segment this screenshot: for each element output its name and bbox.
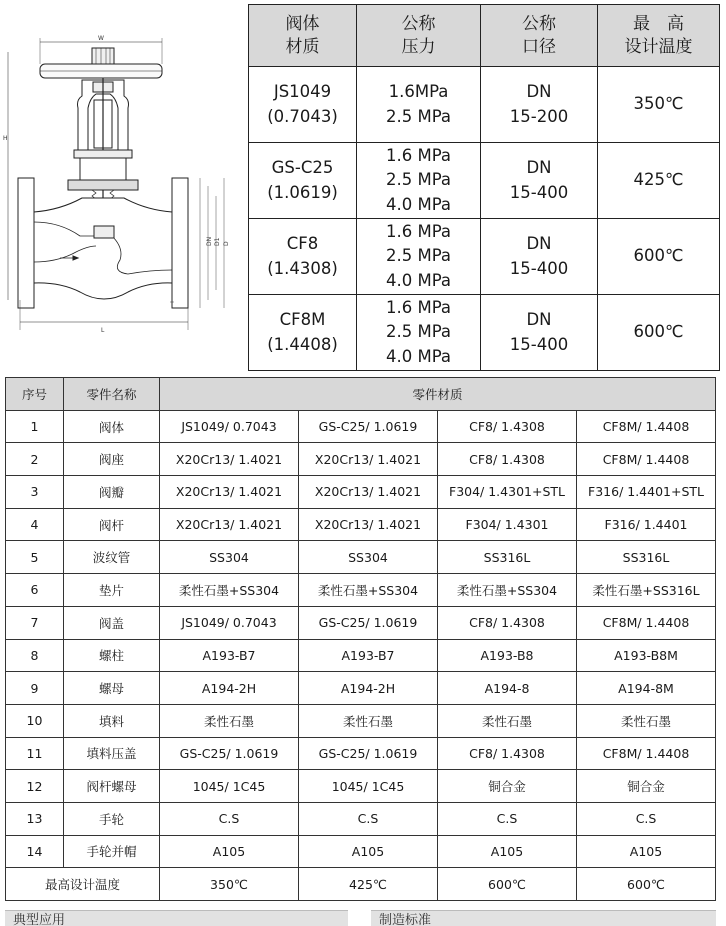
part-material: GS-C25/ 1.0619 xyxy=(299,410,438,443)
part-no: 10 xyxy=(6,704,64,737)
part-material: 铜合金 xyxy=(577,770,716,803)
part-no: 13 xyxy=(6,802,64,835)
parts-header-no: 序号 xyxy=(6,378,64,411)
drawing-label-dn: DN xyxy=(206,236,213,246)
table-row xyxy=(6,410,716,443)
part-no: 7 xyxy=(6,606,64,639)
table-row xyxy=(249,67,720,143)
pressure-temperature-table xyxy=(248,4,720,371)
part-material: 1045/ 1C45 xyxy=(160,770,299,803)
parts-header-row xyxy=(6,378,716,411)
part-material: F316/ 1.4401+STL xyxy=(577,476,716,509)
part-name: 波纹管 xyxy=(64,541,160,574)
pt-temp: 425℃ xyxy=(598,143,720,219)
part-material: A194-8 xyxy=(438,672,577,705)
part-material: 柔性石墨+SS304 xyxy=(438,574,577,607)
part-material: A193-B8 xyxy=(438,639,577,672)
valve-drawing xyxy=(0,0,246,366)
pt-dn: DN 15-200 xyxy=(481,67,598,143)
pt-header-dn: 公称 口径 xyxy=(481,5,598,67)
part-material: 1045/ 1C45 xyxy=(299,770,438,803)
part-no: 12 xyxy=(6,770,64,803)
pt-temp: 600℃ xyxy=(598,295,720,371)
part-no: 2 xyxy=(6,443,64,476)
part-material: A193-B7 xyxy=(299,639,438,672)
part-material: A194-2H xyxy=(299,672,438,705)
part-material: C.S xyxy=(160,802,299,835)
part-material: A193-B7 xyxy=(160,639,299,672)
pt-material: CF8M (1.4408) xyxy=(249,295,357,371)
drawing-label-d: D xyxy=(223,241,230,246)
part-material: 柔性石墨+SS316L xyxy=(577,574,716,607)
part-name: 手轮并帽 xyxy=(64,835,160,868)
table-row xyxy=(6,541,716,574)
pt-temp: 350℃ xyxy=(598,67,720,143)
table-row xyxy=(6,770,716,803)
part-name: 填料压盖 xyxy=(64,737,160,770)
part-material: SS304 xyxy=(299,541,438,574)
table-row xyxy=(6,443,716,476)
part-material: C.S xyxy=(299,802,438,835)
part-material: CF8M/ 1.4408 xyxy=(577,606,716,639)
max-design-temp: 350℃ xyxy=(160,868,299,901)
part-material: 柔性石墨+SS304 xyxy=(299,574,438,607)
part-no: 9 xyxy=(6,672,64,705)
part-material: CF8/ 1.4308 xyxy=(438,443,577,476)
parts-table-body xyxy=(6,410,716,900)
part-no: 5 xyxy=(6,541,64,574)
part-material: A105 xyxy=(438,835,577,868)
pt-material: CF8 (1.4308) xyxy=(249,219,357,295)
part-material: CF8M/ 1.4408 xyxy=(577,737,716,770)
part-material: A105 xyxy=(160,835,299,868)
part-material: F304/ 1.4301+STL xyxy=(438,476,577,509)
pt-header-material: 阀体 材质 xyxy=(249,5,357,67)
table-row xyxy=(249,143,720,219)
part-material: JS1049/ 0.7043 xyxy=(160,606,299,639)
parts-material-table xyxy=(5,377,716,901)
part-name: 螺母 xyxy=(64,672,160,705)
part-name: 手轮 xyxy=(64,802,160,835)
part-material: A105 xyxy=(299,835,438,868)
table-row xyxy=(6,476,716,509)
pt-dn: DN 15-400 xyxy=(481,219,598,295)
part-material: 柔性石墨 xyxy=(577,704,716,737)
parts-header-material: 零件材质 xyxy=(160,378,716,411)
part-material: JS1049/ 0.7043 xyxy=(160,410,299,443)
table-row xyxy=(6,835,716,868)
max-design-temp: 600℃ xyxy=(438,868,577,901)
part-material: GS-C25/ 1.0619 xyxy=(299,606,438,639)
part-material: 柔性石墨 xyxy=(438,704,577,737)
pt-material: JS1049 (0.7043) xyxy=(249,67,357,143)
table-row xyxy=(249,295,720,371)
part-material: CF8M/ 1.4408 xyxy=(577,443,716,476)
part-material: GS-C25/ 1.0619 xyxy=(160,737,299,770)
part-name: 阀杆螺母 xyxy=(64,770,160,803)
part-no: 6 xyxy=(6,574,64,607)
part-material: A194-8M xyxy=(577,672,716,705)
pt-header-pressure: 公称 压力 xyxy=(357,5,481,67)
table-row xyxy=(6,639,716,672)
part-material: X20Cr13/ 1.4021 xyxy=(160,476,299,509)
part-name: 垫片 xyxy=(64,574,160,607)
pt-temp: 600℃ xyxy=(598,219,720,295)
part-name: 螺柱 xyxy=(64,639,160,672)
max-design-temp-label: 最高设计温度 xyxy=(6,868,160,901)
pt-dn: DN 15-400 xyxy=(481,295,598,371)
table-row xyxy=(6,704,716,737)
part-material: X20Cr13/ 1.4021 xyxy=(160,508,299,541)
part-material: F304/ 1.4301 xyxy=(438,508,577,541)
table-row xyxy=(6,574,716,607)
part-material: A194-2H xyxy=(160,672,299,705)
part-material: X20Cr13/ 1.4021 xyxy=(299,508,438,541)
part-material: 柔性石墨+SS304 xyxy=(160,574,299,607)
part-material: SS304 xyxy=(160,541,299,574)
drawing-label-d1: D1 xyxy=(214,237,221,246)
max-design-temp: 600℃ xyxy=(577,868,716,901)
part-material: CF8/ 1.4308 xyxy=(438,606,577,639)
part-material: A193-B8M xyxy=(577,639,716,672)
part-no: 8 xyxy=(6,639,64,672)
drawing-label-h: H xyxy=(3,135,8,142)
table-row xyxy=(249,219,720,295)
part-no: 4 xyxy=(6,508,64,541)
part-material: 柔性石墨 xyxy=(299,704,438,737)
part-name: 阀杆 xyxy=(64,508,160,541)
part-no: 1 xyxy=(6,410,64,443)
part-material: CF8/ 1.4308 xyxy=(438,410,577,443)
pt-header-temp: 最 高 设计温度 xyxy=(598,5,720,67)
part-material: CF8M/ 1.4408 xyxy=(577,410,716,443)
part-name: 阀瓣 xyxy=(64,476,160,509)
pt-pressure: 1.6 MPa 2.5 MPa 4.0 MPa xyxy=(357,219,481,295)
part-material: A105 xyxy=(577,835,716,868)
part-name: 阀盖 xyxy=(64,606,160,639)
part-material: X20Cr13/ 1.4021 xyxy=(299,443,438,476)
table-row xyxy=(6,672,716,705)
pt-pressure: 1.6 MPa 2.5 MPa 4.0 MPa xyxy=(357,143,481,219)
max-design-temp: 425℃ xyxy=(299,868,438,901)
pt-pressure: 1.6 MPa 2.5 MPa 4.0 MPa xyxy=(357,295,481,371)
section-manufacturing-standards: 制造标准 xyxy=(371,910,716,926)
pt-header-row xyxy=(249,5,720,67)
part-name: 填料 xyxy=(64,704,160,737)
part-no: 14 xyxy=(6,835,64,868)
part-material: CF8/ 1.4308 xyxy=(438,737,577,770)
part-material: F316/ 1.4401 xyxy=(577,508,716,541)
table-row xyxy=(6,802,716,835)
part-name: 阀座 xyxy=(64,443,160,476)
part-no: 11 xyxy=(6,737,64,770)
part-material: X20Cr13/ 1.4021 xyxy=(299,476,438,509)
part-material: C.S xyxy=(438,802,577,835)
part-name: 阀体 xyxy=(64,410,160,443)
part-material: C.S xyxy=(577,802,716,835)
table-row xyxy=(6,508,716,541)
part-no: 3 xyxy=(6,476,64,509)
section-typical-applications: 典型应用 xyxy=(5,910,348,926)
pt-pressure: 1.6MPa 2.5 MPa xyxy=(357,67,481,143)
part-material: 铜合金 xyxy=(438,770,577,803)
table-row xyxy=(6,606,716,639)
parts-footer-row xyxy=(6,868,716,901)
pt-dn: DN 15-400 xyxy=(481,143,598,219)
table-row xyxy=(6,737,716,770)
part-material: SS316L xyxy=(438,541,577,574)
part-material: GS-C25/ 1.0619 xyxy=(299,737,438,770)
parts-header-name: 零件名称 xyxy=(64,378,160,411)
part-material: 柔性石墨 xyxy=(160,704,299,737)
drawing-label-w: W xyxy=(98,35,104,42)
drawing-label-l: L xyxy=(101,327,105,334)
part-material: X20Cr13/ 1.4021 xyxy=(160,443,299,476)
pt-material: GS-C25 (1.0619) xyxy=(249,143,357,219)
part-material: SS316L xyxy=(577,541,716,574)
